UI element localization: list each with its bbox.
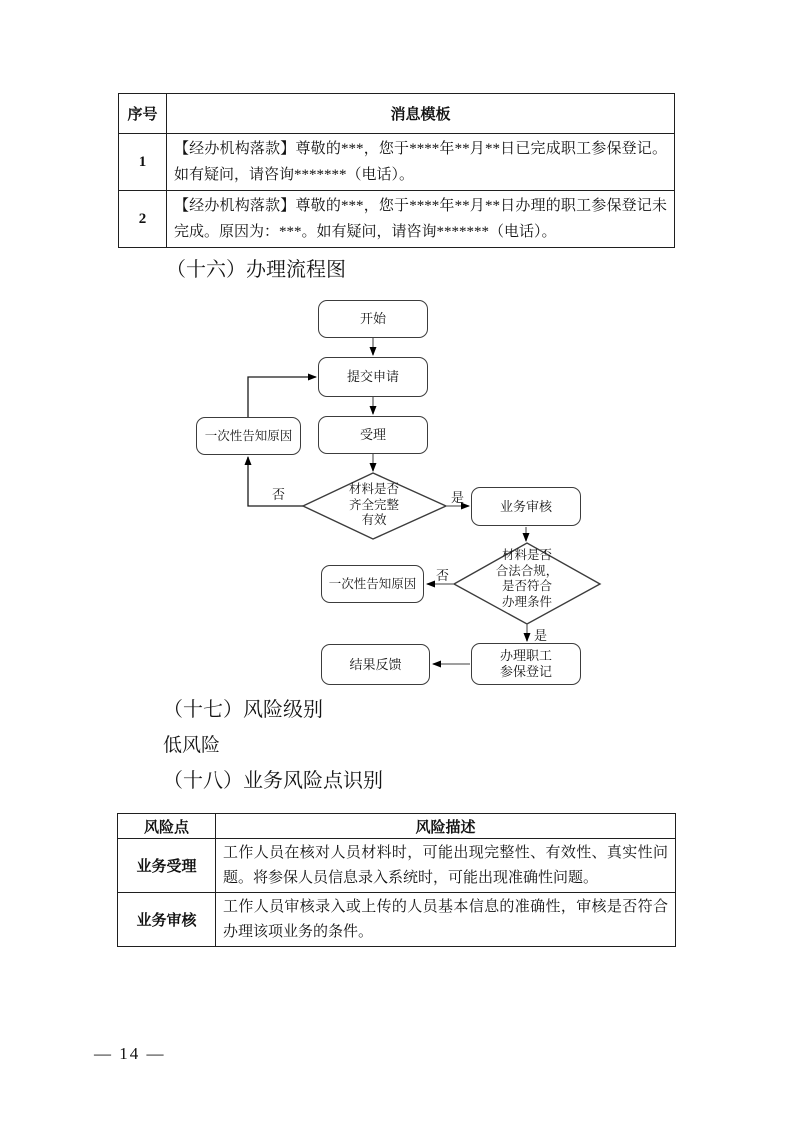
message-template-text: 【经办机构落款】尊敬的***，您于****年**月**日已完成职工参保登记。如有疑问，请咨询*******（电话）。 [167,134,675,191]
section-heading-flowchart: （十六）办理流程图 [166,259,346,281]
column-header-template: 消息模板 [167,94,675,134]
column-header-risk-point: 风险点 [118,814,216,839]
section-heading-risk-level: （十七）风险级别 [163,699,323,721]
table-row [119,134,675,191]
page-number: — 14 — [94,1044,166,1063]
message-template-table [118,93,675,248]
edge-label-no-2: 否 [436,568,450,583]
risk-point-name: 业务受理 [118,839,216,893]
risk-point-name: 业务审核 [118,893,216,947]
edge-label-yes-1: 是 [451,490,465,505]
section-heading-risk-points: （十八）业务风险点识别 [163,770,383,792]
flow-node-accept: 受理 [318,416,428,454]
column-header-no: 序号 [119,94,167,134]
flow-node-notify-reason-2: 一次性告知原因 [321,565,424,603]
row-number: 2 [119,191,167,248]
risk-description-text: 工作人员在核对人员材料时，可能出现完整性、有效性、真实性问题。将参保人员信息录入系统时，可能出现准确性问题。 [216,839,676,893]
flow-node-result-feedback: 结果反馈 [321,644,430,685]
table-row [118,893,676,947]
flow-node-start: 开始 [318,300,428,338]
flow-decision-materials-valid-label: 材料是否 合法合规， 是否符合 办理条件 [495,548,559,609]
column-header-risk-description: 风险描述 [216,814,676,839]
row-number: 1 [119,134,167,191]
risk-level-value: 低风险 [163,735,221,756]
table-row [118,839,676,893]
process-flowchart [180,295,610,695]
flow-node-notify-reason-1: 一次性告知原因 [196,417,301,455]
flow-node-business-review: 业务审核 [471,487,581,526]
edge-label-no-1: 否 [272,487,286,502]
risk-points-table [117,813,676,947]
edge-label-yes-2: 是 [534,628,548,643]
risk-description-text: 工作人员审核录入或上传的人员基本信息的准确性，审核是否符合办理该项业务的条件。 [216,893,676,947]
flow-node-submit-application: 提交申请 [318,357,428,397]
flow-node-register: 办理职工 参保登记 [471,643,581,685]
flow-decision-materials-complete-label: 材料是否 齐全完整 有效 [348,482,399,527]
table-row [119,191,675,248]
message-template-text: 【经办机构落款】尊敬的***，您于****年**月**日办理的职工参保登记未完成。原因为：***。如有疑问，请咨询*******（电话）。 [167,191,675,248]
